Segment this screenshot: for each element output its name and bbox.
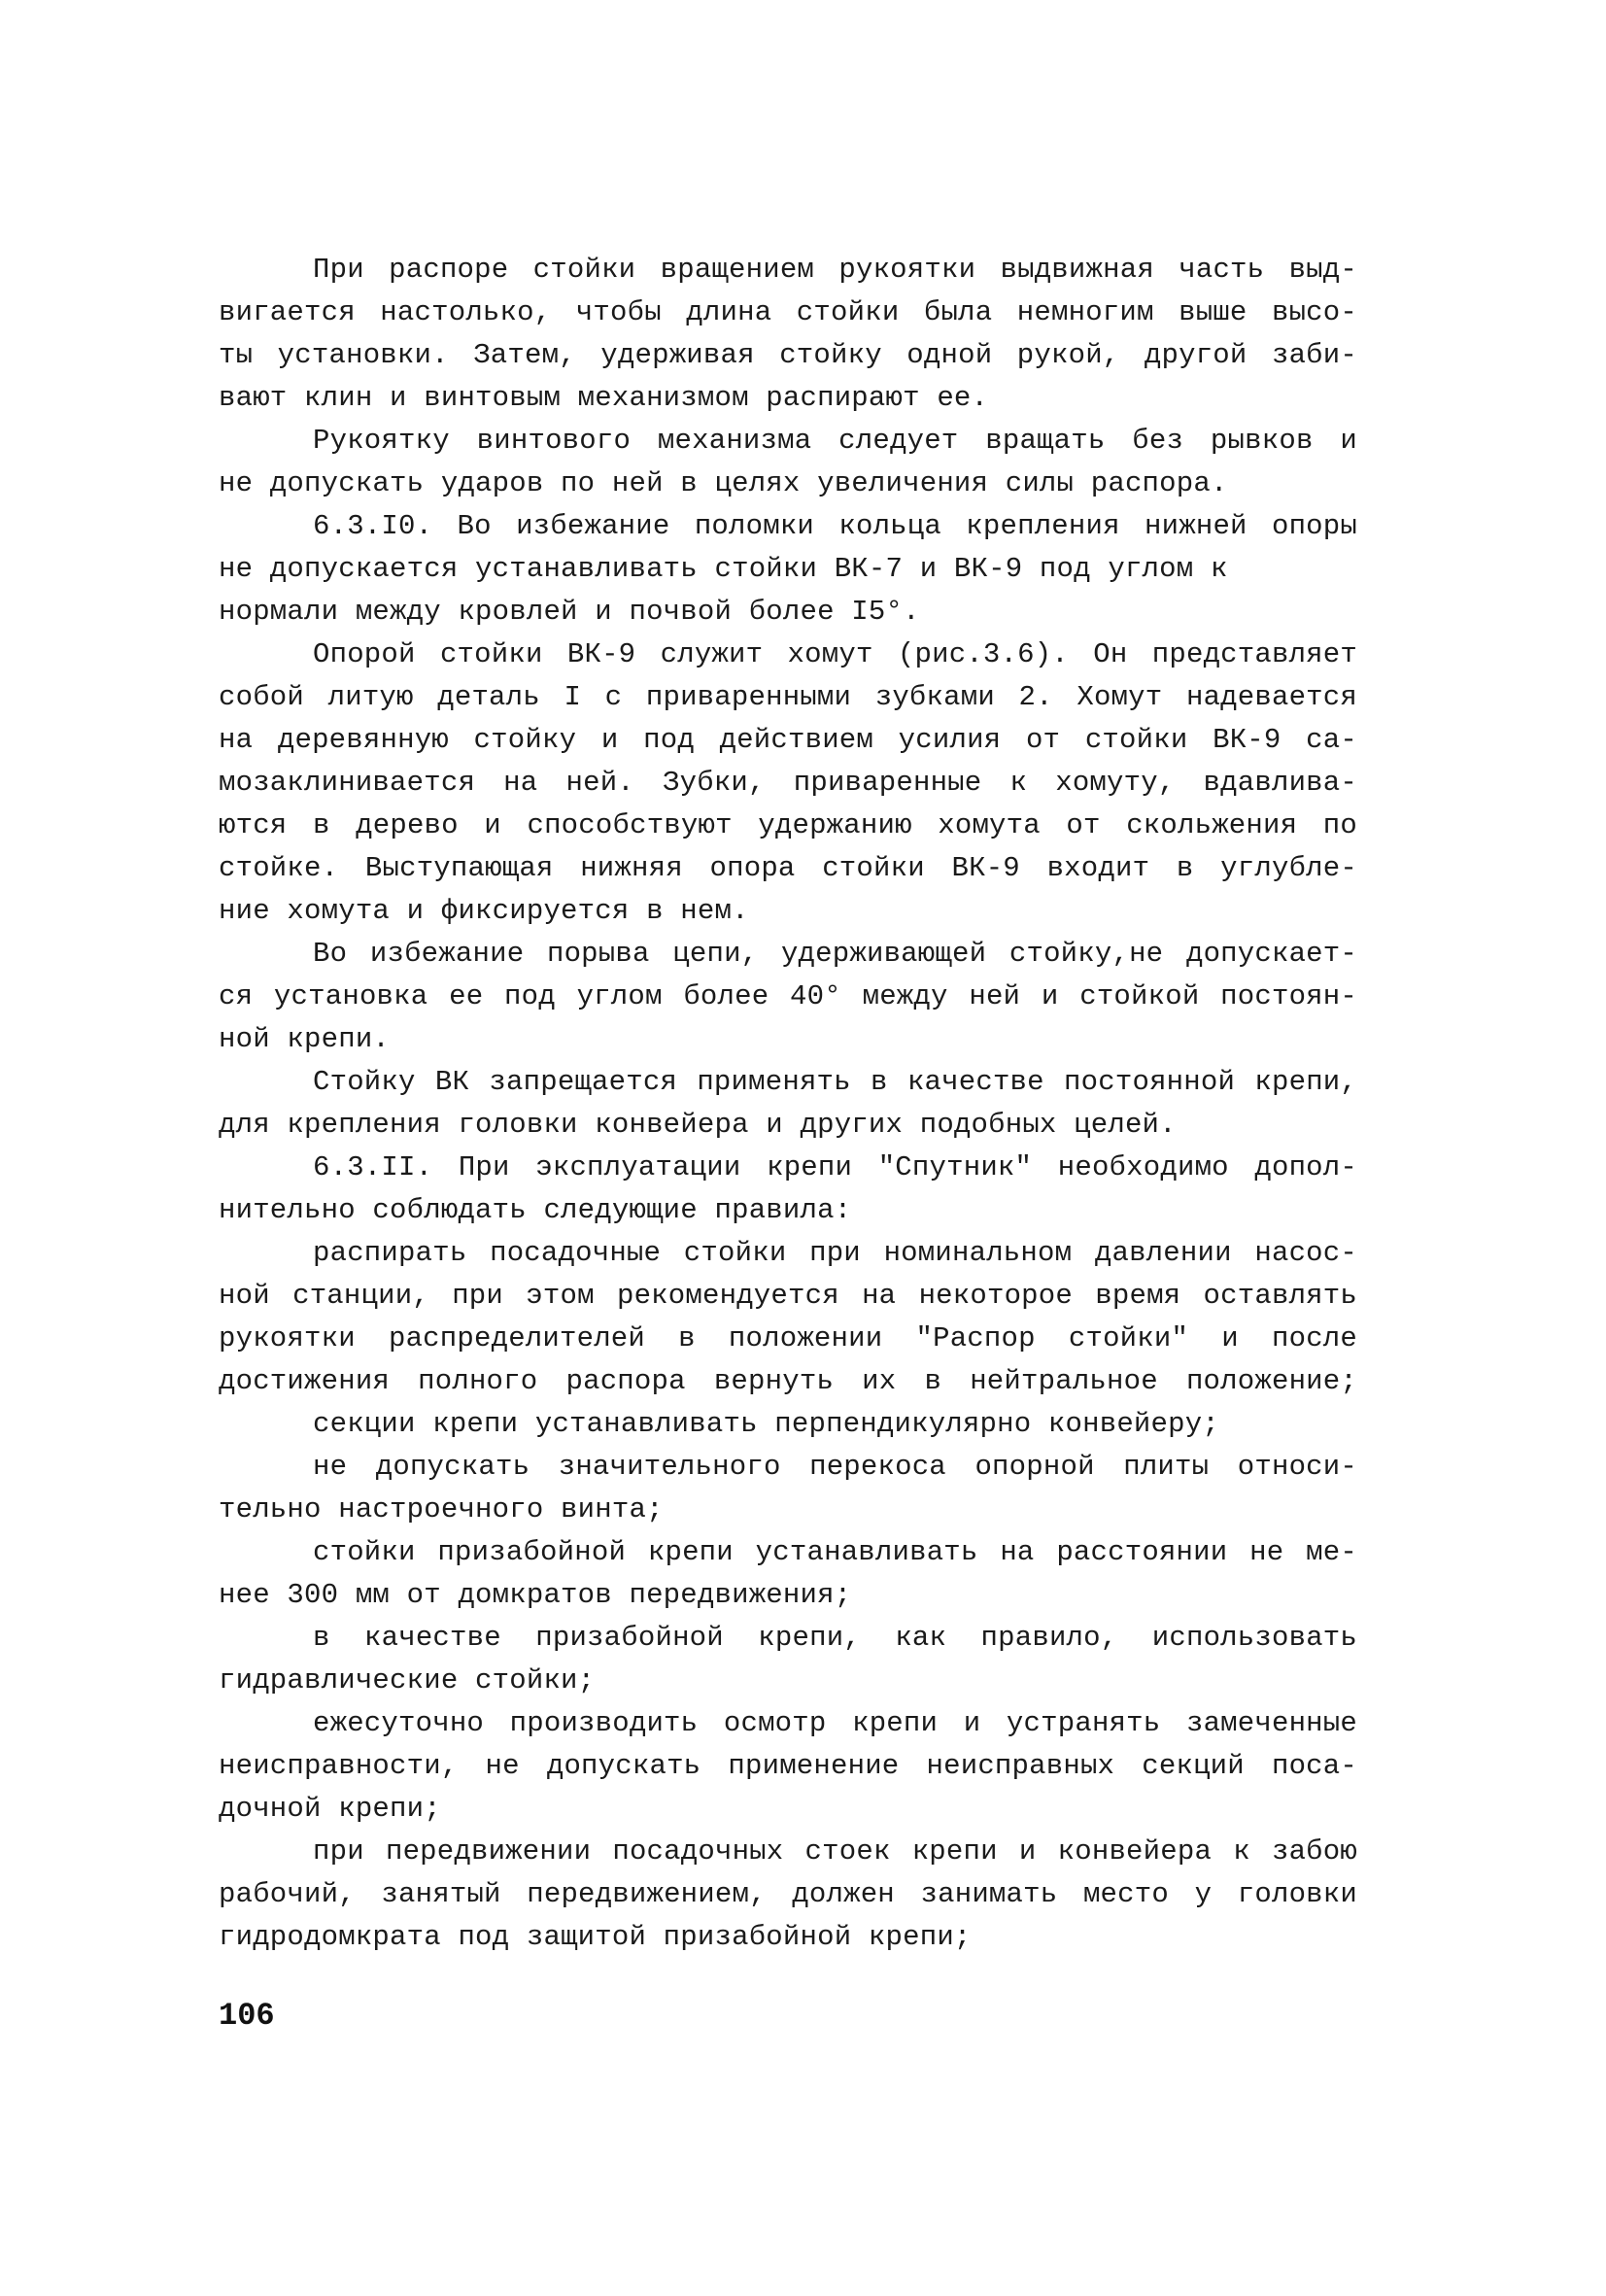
text-line: ной крепи.	[219, 1023, 391, 1055]
text-line: нее 300 мм от домкратов передвижения;	[219, 1579, 852, 1611]
text-line: ются в дерево и способствуют удержанию хомута от скольжения по	[219, 809, 1357, 841]
text-line: рукоятки распределителей в положении "Распор стойки" и после	[219, 1322, 1357, 1354]
text-line: на деревянную стойку и под действием усилия от стойки ВК-9 са-	[219, 724, 1357, 756]
text-line: ся установка ее под углом более 40° между ней и стойкой постоян-	[219, 980, 1357, 1012]
text-line: Рукоятку винтового механизма следует вращать без рывков и	[313, 425, 1357, 457]
text-line: собой литую деталь I с приваренными зубками 2. Хомут надевается	[219, 681, 1357, 713]
text-line: 6.3.II. При эксплуатации крепи "Спутник" необходимо допол-	[313, 1151, 1357, 1183]
text-line: при передвижении посадочных стоек крепи и конвейера к забою	[313, 1835, 1357, 1868]
text-line: рабочий, занятый передвижением, должен занимать место у головки	[219, 1878, 1357, 1910]
text-line: дочной крепи;	[219, 1793, 441, 1825]
text-line: вают клин и винтовым механизмом распирают ее.	[219, 382, 989, 414]
text-line: ние хомута и фиксируется в нем.	[219, 895, 749, 927]
text-line: стойке. Выступающая нижняя опора стойки ВК-9 входит в углубле-	[219, 852, 1357, 884]
text-line: не допускать ударов по ней в целях увеличения силы распора.	[219, 467, 1228, 499]
text-line: в качестве призабойной крепи, как правило, использовать	[313, 1622, 1357, 1654]
text-line: Стойку ВК запрещается применять в качестве постоянной крепи,	[313, 1066, 1357, 1098]
text-line: ты установки. Затем, удерживая стойку одной рукой, другой заби-	[219, 339, 1357, 371]
text-line: гидравлические стойки;	[219, 1664, 596, 1696]
text-line: гидродомкрата под защитой призабойной крепи;	[219, 1921, 972, 1953]
text-line: 6.3.I0. Во избежание поломки кольца крепления нижней опоры	[313, 510, 1357, 542]
text-line: не допускается устанавливать стойки ВК-7 и ВК-9 под углом к	[219, 553, 1228, 585]
page-number: 106	[219, 1998, 275, 2034]
text-line: тельно настроечного винта;	[219, 1493, 664, 1525]
text-line: Опорой стойки ВК-9 служит хомут (рис.3.6). Он представляет	[313, 638, 1357, 670]
text-line: При распоре стойки вращением рукоятки выдвижная часть выд-	[313, 254, 1357, 286]
text-line: распирать посадочные стойки при номинальном давлении насос-	[313, 1237, 1357, 1269]
text-line: для крепления головки конвейера и других подобных целей.	[219, 1109, 1177, 1141]
text-line: ной станции, при этом рекомендуется на некоторое время оставлять	[219, 1280, 1357, 1312]
text-line: вигается настолько, чтобы длина стойки была немногим выше высо-	[219, 296, 1357, 328]
body-text	[219, 249, 1357, 1959]
text-line: ежесуточно производить осмотр крепи и устранять замеченные	[313, 1707, 1357, 1739]
text-line: стойки призабойной крепи устанавливать на расстоянии не ме-	[313, 1536, 1357, 1568]
text-line: не допускать значительного перекоса опорной плиты относи-	[313, 1451, 1357, 1483]
text-line: нормали между кровлей и почвой более I5°.	[219, 596, 920, 628]
text-line: нительно соблюдать следующие правила:	[219, 1194, 852, 1226]
text-line: мозаклинивается на ней. Зубки, приваренные к хомуту, вдавлива-	[219, 767, 1357, 799]
text-line: неисправности, не допускать применение неисправных секций поса-	[219, 1750, 1357, 1782]
text-line: Во избежание порыва цепи, удерживающей стойку,не допускает-	[313, 938, 1357, 970]
text-line: секции крепи устанавливать перпендикулярно конвейеру;	[313, 1408, 1219, 1440]
text-line: достижения полного распора вернуть их в нейтральное положение;	[219, 1365, 1357, 1397]
